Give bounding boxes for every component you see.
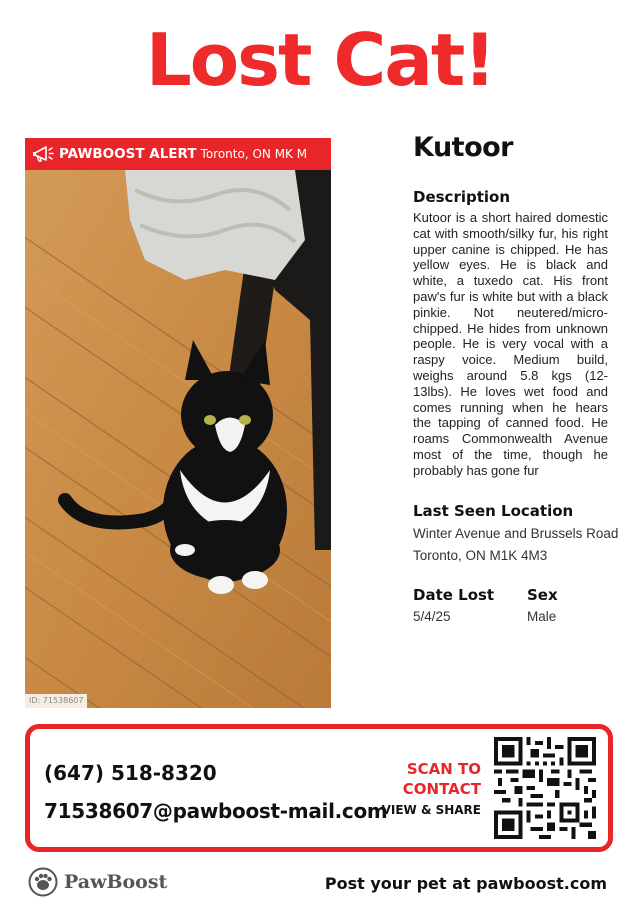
photo-id-tag: ID: 71538607 <box>25 694 87 708</box>
pawboost-logo[interactable] <box>28 867 167 897</box>
sex-value: Male <box>527 609 557 624</box>
description-text: Kutoor is a short haired domestic cat with smooth/silky fur, his right upper canine is chipped. He has yellow eyes. He is black and white, a tuxedo cat. His front paw's fur is white but with a black pinkie. Not neutered/micro-chipped. He hides from unknown people. He is very vocal with a raspy voice. Medium build, weighs around 5.8 kgs (12-13lbs). He loves wet food and comes running when he hears the tapping of canned food. He roams Commonwealth Avenue most of the time, though he probably has gone fur <box>413 210 608 478</box>
scan-line-1: SCAN TO <box>406 760 481 778</box>
contact-box <box>25 724 613 852</box>
pawboost-logo-icon <box>28 867 58 897</box>
date-lost-label: Date Lost <box>413 586 495 604</box>
sex-label: Sex <box>527 586 558 604</box>
megaphone-icon <box>31 144 55 164</box>
qr-code[interactable] <box>494 737 596 839</box>
alert-location: Toronto, ON MK M <box>200 147 308 161</box>
footer-cta[interactable]: Post your pet at pawboost.com <box>324 874 607 893</box>
pawboost-wordmark: PawBoost <box>64 871 168 893</box>
date-lost-value: 5/4/25 <box>413 609 451 624</box>
description-label: Description <box>413 188 511 206</box>
cat-photo <box>25 170 331 708</box>
alert-brand: PAWBOOST ALERT <box>59 146 197 162</box>
alert-bar <box>25 138 331 170</box>
pet-photo-card <box>25 138 331 708</box>
email-address[interactable]: 71538607@pawboost-mail.com <box>44 799 388 823</box>
last-seen-label: Last Seen Location <box>413 502 574 520</box>
pet-name: Kutoor <box>413 132 513 163</box>
last-seen-line1: Winter Avenue and Brussels Road <box>413 526 619 541</box>
scan-line-2: CONTACT <box>402 780 481 798</box>
headline: Lost Cat! <box>145 18 495 102</box>
phone-number[interactable]: (647) 518-8320 <box>44 761 217 785</box>
scan-line-3: VIEW & SHARE <box>381 803 481 817</box>
last-seen-line2: Toronto, ON M1K 4M3 <box>413 548 548 563</box>
scan-prompt <box>382 759 481 817</box>
